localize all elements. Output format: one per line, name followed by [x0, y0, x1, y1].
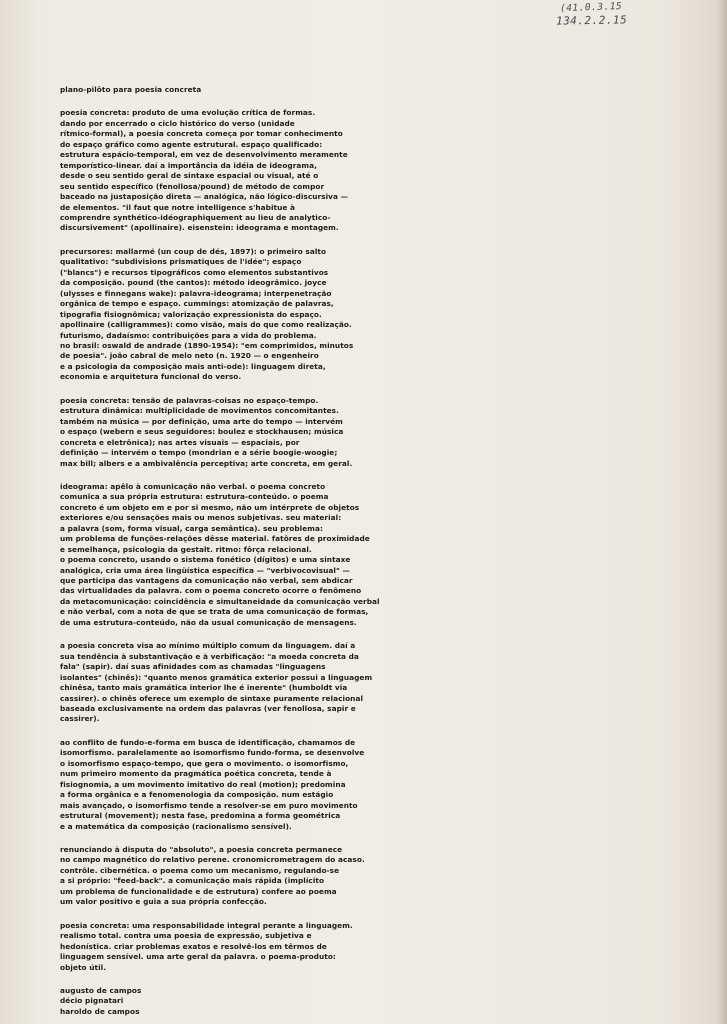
text-line: e a matemática da composição (racionalismo sensível).	[60, 821, 292, 831]
text-line: estrutural (movement); nesta fase, predomina a forma geométrica	[60, 811, 341, 821]
text-line: cassirer).	[60, 714, 100, 724]
text-line: analógica, cria uma área lingüística específica — "verbivocovisual" —	[60, 565, 350, 575]
paragraph-6	[60, 738, 700, 832]
text-line: orgânica de tempo e espaço. cummings: atomização de palavras,	[60, 299, 334, 309]
text-line: linguagem sensível. uma arte geral da palavra. o poema-produto:	[60, 952, 336, 962]
manifesto-body	[60, 85, 700, 1017]
paragraph-3	[60, 396, 700, 469]
text-line: comunica a sua própria estrutura: estrutura-conteúdo. o poema	[60, 492, 329, 502]
text-line: rítmico-formal), a poesia concreta começa por tomar conhecimento	[60, 129, 343, 139]
paragraph-5	[60, 641, 700, 725]
text-line: fala" (sapir). daí suas afinidades com as chamadas "linguagens	[60, 662, 326, 672]
text-line: ("blancs") e recursos tipográficos como elementos substantivos	[60, 267, 329, 277]
text-line: isolantes" (chinês): "quanto menos gramática exterior possui a linguagem	[60, 672, 373, 682]
text-line: discursivement" (apollinaire). eisenstein: ideograma e montagem.	[60, 223, 339, 233]
text-line: seu sentido específico (fenollosa/pound) de método de compor	[60, 181, 325, 191]
text-line: o isomorfismo espaço-tempo, que gera o movimento. o isomorfismo,	[60, 758, 349, 768]
text-line: também na música — por definição, uma arte do tempo — intervém	[60, 416, 343, 426]
text-line: apollinaire (calligrammes): como visão, mais do que como realização.	[60, 320, 352, 330]
text-line: de elementos. "il faut que notre intelligence s'habitue à	[60, 202, 296, 212]
signatory-name: décio pignatari	[60, 996, 124, 1006]
text-line: desde o seu sentido geral de sintaxe espacial ou visual, até o	[60, 171, 319, 181]
handwritten-note-1: (41.0.3.15	[559, 1, 623, 15]
text-line: cassirer). o chinês oferece um exemplo de sintaxe puramente relacional	[60, 693, 364, 703]
text-line: concreto é um objeto em e por si mesmo, não um intérprete de objetos	[60, 502, 360, 512]
text-line: da composição. pound (the cantos): método ideogrâmico. joyce	[60, 278, 327, 288]
text-line: futurismo, dadaísmo: contribuições para a vida do problema.	[60, 330, 317, 340]
text-line: num primeiro momento da pragmática poética concreta, tende à	[60, 769, 332, 779]
signatory-name: augusto de campos	[60, 985, 142, 995]
text-line: a si próprio: "feed-back". a comunicação mais rápida (implícito	[60, 876, 325, 886]
text-line: contrôle. cibernética. o poema como um mecanismo, regulando-se	[60, 865, 340, 875]
text-line: a poesia concreta visa ao mínimo múltiplo comum da linguagem. daí a	[60, 641, 356, 651]
text-line: sua tendência à substantivação e à verbificação: "a moeda concreta da	[60, 651, 359, 661]
signatory-name: haroldo de campos	[60, 1006, 140, 1016]
handwritten-archive-notes	[556, 2, 627, 26]
text-line: precursores: mallarmé (un coup de dés, 1897): o primeiro salto	[60, 246, 327, 256]
text-line: que participa das vantagens da comunicação não verbal, sem abdicar	[60, 576, 353, 586]
paragraph-2	[60, 247, 700, 383]
text-line: o espaço (webern e seus seguidores: boulez e stockhausen; música	[60, 427, 344, 437]
text-line: definição — intervém o tempo (mondrian e a série boogie-woogie;	[60, 448, 338, 458]
text-line: realismo total. contra uma poesia de expressão, subjetiva e	[60, 931, 312, 941]
text-line: (ulysses e finnegans wake): palavra-ideograma; interpenetração	[60, 288, 332, 298]
text-line: a forma orgânica e a fenomenologia da composição. num estágio	[60, 790, 334, 800]
paragraph-8	[60, 921, 700, 973]
text-line: isomorfismo. paralelamente ao isomorfismo fundo-forma, se desenvolve	[60, 748, 365, 758]
text-line: do espaço gráfico como agente estrutural. espaço qualificado:	[60, 139, 323, 149]
text-line: estrutura espácio-temporal, em vez de desenvolvimento meramente	[60, 150, 348, 160]
text-line: economia e arquitetura funcional do verso.	[60, 372, 242, 382]
text-line: tipografia fisiognômica; valorização expressionista do espaço.	[60, 309, 322, 319]
text-line: poesia concreta: uma responsabilidade integral perante a linguagem.	[60, 920, 353, 930]
text-line: no brasil: oswald de andrade (1890-1954): "em comprimidos, minutos	[60, 340, 354, 350]
handwritten-note-2: 134.2.2.15	[555, 13, 628, 28]
document-title: plano-pilôto para poesia concreta	[60, 85, 202, 94]
text-line: das virtualidades da palavra. com o poema concreto ocorre o fenômeno	[60, 586, 362, 596]
text-line: exteriores e/ou sensações mais ou menos subjetivas. seu material:	[60, 513, 342, 523]
text-line: de uma estrutura-conteúdo, não da usual comunicação de mensagens.	[60, 617, 357, 627]
text-line: max bill; albers e a ambivalência perceptiva; arte concreta, em geral.	[60, 458, 353, 468]
text-line: a palavra (som, forma visual, carga semântica). seu problema:	[60, 523, 323, 533]
text-line: poesia concreta: produto de uma evolução crítica de formas.	[60, 108, 316, 118]
text-line: comprendre synthético-idéographiquement au lieu de analytico-	[60, 212, 331, 222]
text-line: renunciando à disputa do "absoluto", a poesia concreta permanece	[60, 845, 343, 854]
text-line: e a psicologia da composição mais anti-ode): linguagem direta,	[60, 361, 326, 371]
text-line: o poema concreto, usando o sistema fonético (dígitos) e uma sintaxe	[60, 555, 351, 565]
text-line: dando por encerrado o ciclo histórico do verso (unidade	[60, 118, 295, 128]
text-line: objeto útil.	[60, 962, 107, 972]
text-line: baseada exclusivamente na ordem das palavras (ver fenollosa, sapir e	[60, 704, 356, 714]
text-line: chinêsa, tanto mais gramática interior lhe é inerente" (humboldt via	[60, 683, 348, 693]
text-line: de poesia". joão cabral de melo neto (n. 1920 — o engenheiro	[60, 351, 319, 361]
text-line: hedonística. criar problemas exatos e resolvê-los em têrmos de	[60, 941, 327, 951]
text-line: concreta e eletrônica); nas artes visuais — espaciais, por	[60, 437, 300, 447]
paragraph-7	[60, 845, 700, 908]
text-line: poesia concreta: tensão de palavras-coisas no espaço-tempo.	[60, 395, 319, 405]
text-line: ao conflito de fundo-e-forma em busca de identificação, chamamos de	[60, 737, 356, 747]
text-line: no campo magnético do relativo perene. cronomicrometragem do acaso.	[60, 855, 365, 865]
text-line: da metacomunicação: coincidência e simultaneidade da comunicação verbal	[60, 596, 380, 606]
text-line: estrutura dinâmica: multiplicidade de movimentos concomitantes.	[60, 406, 339, 416]
paragraph-1	[60, 108, 700, 233]
text-line: baceado na justaposição direta — analógica, não lógico-discursiva —	[60, 192, 349, 202]
text-line: fisiognomia, a um movimento imitativo do real (motion); predomina	[60, 779, 346, 789]
paragraph-4	[60, 482, 700, 628]
text-line: ideograma: apêlo à comunicação não verbal. o poema concreto	[60, 481, 326, 491]
text-line: qualitativo: "subdivisions prismatiques de l'idée"; espaço	[60, 257, 302, 267]
signatories	[60, 986, 700, 1017]
text-line: um valor positivo e guia a sua própria confecção.	[60, 897, 267, 907]
text-line: e não verbal, com a nota de que se trata de uma comunicação de formas,	[60, 607, 369, 617]
text-line: mais avançado, o isomorfismo tende a resolver-se em puro movimento	[60, 800, 358, 810]
text-line: um problema de funcionalidade e de estrutura) confere ao poema	[60, 886, 337, 896]
text-line: temporístico-linear. daí a importância da idéia de ideograma,	[60, 160, 317, 170]
text-line: um problema de funções-relações dêsse material. fatôres de proximidade	[60, 534, 370, 544]
text-line: e semelhança, psicologia da gestalt. ritmo: fôrça relacional.	[60, 544, 312, 554]
